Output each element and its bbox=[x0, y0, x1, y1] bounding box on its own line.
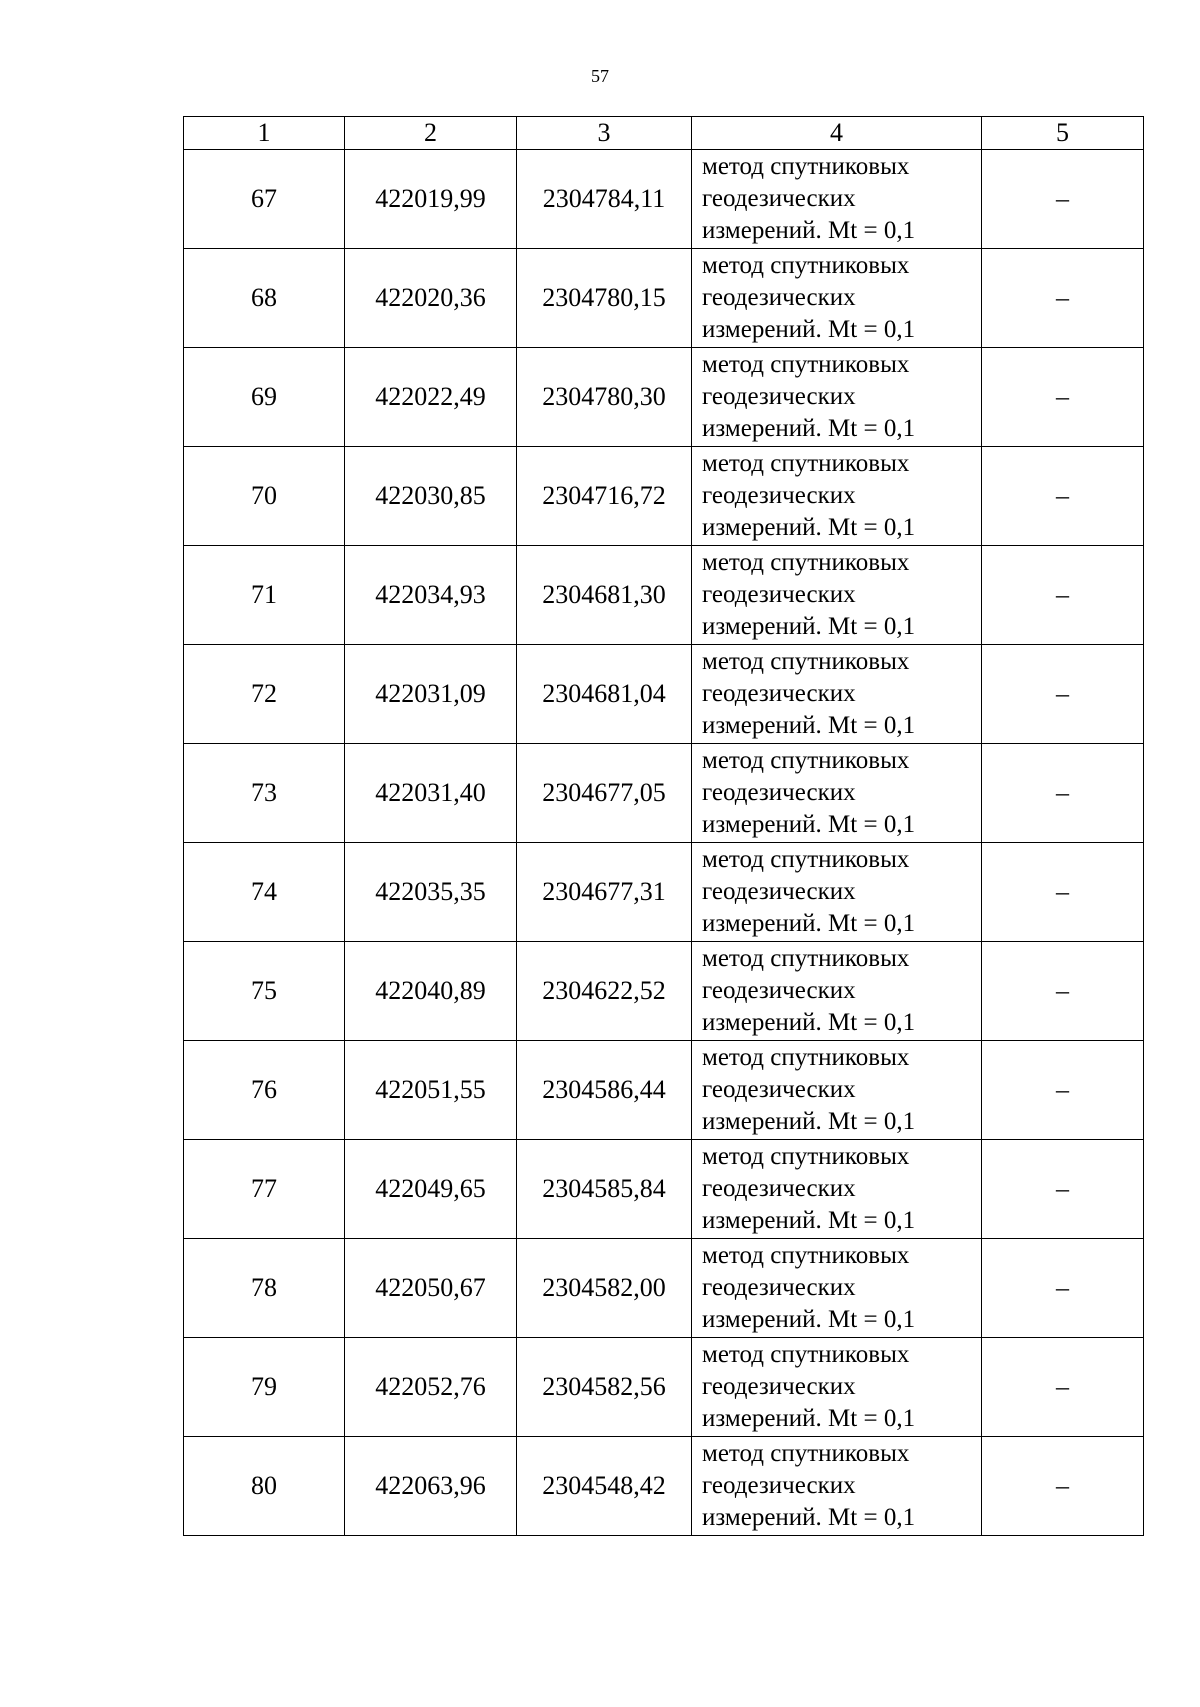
x-coordinate-cell: 422040,89 bbox=[345, 942, 517, 1041]
table-row bbox=[184, 249, 1144, 348]
method-cell bbox=[692, 348, 982, 447]
x-coordinate-cell: 422022,49 bbox=[345, 348, 517, 447]
y-coordinate-cell: 2304681,30 bbox=[517, 546, 692, 645]
y-coordinate-cell: 2304780,15 bbox=[517, 249, 692, 348]
point-number-cell: 73 bbox=[184, 744, 345, 843]
method-text-line: измерений. Mt = 0,1 bbox=[702, 1108, 916, 1135]
note-cell: – bbox=[982, 1338, 1144, 1437]
table-row bbox=[184, 1239, 1144, 1338]
x-coordinate-cell: 422049,65 bbox=[345, 1140, 517, 1239]
method-text-line: геодезических bbox=[702, 1472, 856, 1499]
method-text-line: метод спутниковых bbox=[702, 846, 910, 873]
table-row bbox=[184, 744, 1144, 843]
table-row bbox=[184, 1338, 1144, 1437]
point-number-cell: 67 bbox=[184, 150, 345, 249]
x-coordinate-cell: 422031,09 bbox=[345, 645, 517, 744]
method-text-line: геодезических bbox=[702, 482, 856, 509]
column-header-4: 4 bbox=[692, 117, 982, 150]
method-text-line: геодезических bbox=[702, 1373, 856, 1400]
note-cell: – bbox=[982, 744, 1144, 843]
point-number-cell: 80 bbox=[184, 1437, 345, 1536]
method-text-line: измерений. Mt = 0,1 bbox=[702, 1504, 916, 1531]
method-cell bbox=[692, 645, 982, 744]
x-coordinate-cell: 422031,40 bbox=[345, 744, 517, 843]
method-text-line: геодезических bbox=[702, 1274, 856, 1301]
method-text-line: метод спутниковых bbox=[702, 648, 910, 675]
method-text-line: измерений. Mt = 0,1 bbox=[702, 514, 916, 541]
note-cell: – bbox=[982, 942, 1144, 1041]
column-header-1: 1 bbox=[184, 117, 345, 150]
table-header-row bbox=[184, 117, 1144, 150]
y-coordinate-cell: 2304677,05 bbox=[517, 744, 692, 843]
note-cell: – bbox=[982, 249, 1144, 348]
method-text-line: метод спутниковых bbox=[702, 945, 910, 972]
x-coordinate-cell: 422050,67 bbox=[345, 1239, 517, 1338]
note-cell: – bbox=[982, 843, 1144, 942]
method-text-line: геодезических bbox=[702, 185, 856, 212]
method-text-line: метод спутниковых bbox=[702, 351, 910, 378]
method-text-line: метод спутниковых bbox=[702, 450, 910, 477]
method-text-line: геодезических bbox=[702, 878, 856, 905]
point-number-cell: 78 bbox=[184, 1239, 345, 1338]
method-text-line: измерений. Mt = 0,1 bbox=[702, 1009, 916, 1036]
note-cell: – bbox=[982, 150, 1144, 249]
method-text-line: измерений. Mt = 0,1 bbox=[702, 1207, 916, 1234]
y-coordinate-cell: 2304582,56 bbox=[517, 1338, 692, 1437]
y-coordinate-cell: 2304622,52 bbox=[517, 942, 692, 1041]
point-number-cell: 76 bbox=[184, 1041, 345, 1140]
method-text-line: измерений. Mt = 0,1 bbox=[702, 217, 916, 244]
method-text-line: геодезических bbox=[702, 383, 856, 410]
y-coordinate-cell: 2304585,84 bbox=[517, 1140, 692, 1239]
method-text-line: метод спутниковых bbox=[702, 1341, 910, 1368]
method-cell bbox=[692, 249, 982, 348]
y-coordinate-cell: 2304677,31 bbox=[517, 843, 692, 942]
table-row bbox=[184, 942, 1144, 1041]
method-text-line: геодезических bbox=[702, 1076, 856, 1103]
table-row bbox=[184, 1437, 1144, 1536]
method-text-line: измерений. Mt = 0,1 bbox=[702, 712, 916, 739]
method-cell bbox=[692, 1041, 982, 1140]
method-text-line: метод спутниковых bbox=[702, 252, 910, 279]
x-coordinate-cell: 422019,99 bbox=[345, 150, 517, 249]
method-text-line: метод спутниковых bbox=[702, 549, 910, 576]
method-text-line: измерений. Mt = 0,1 bbox=[702, 613, 916, 640]
y-coordinate-cell: 2304780,30 bbox=[517, 348, 692, 447]
note-cell: – bbox=[982, 546, 1144, 645]
method-cell bbox=[692, 447, 982, 546]
note-cell: – bbox=[982, 1437, 1144, 1536]
method-text-line: измерений. Mt = 0,1 bbox=[702, 316, 916, 343]
method-cell bbox=[692, 1239, 982, 1338]
point-number-cell: 72 bbox=[184, 645, 345, 744]
point-number-cell: 79 bbox=[184, 1338, 345, 1437]
table-row bbox=[184, 447, 1144, 546]
point-number-cell: 71 bbox=[184, 546, 345, 645]
method-cell bbox=[692, 744, 982, 843]
note-cell: – bbox=[982, 645, 1144, 744]
note-cell: – bbox=[982, 447, 1144, 546]
method-cell bbox=[692, 1338, 982, 1437]
table-row bbox=[184, 843, 1144, 942]
method-text-line: геодезических bbox=[702, 977, 856, 1004]
method-text-line: геодезических bbox=[702, 779, 856, 806]
method-text-line: метод спутниковых bbox=[702, 153, 910, 180]
x-coordinate-cell: 422034,93 bbox=[345, 546, 517, 645]
table-body bbox=[184, 150, 1144, 1536]
point-number-cell: 77 bbox=[184, 1140, 345, 1239]
x-coordinate-cell: 422051,55 bbox=[345, 1041, 517, 1140]
y-coordinate-cell: 2304681,04 bbox=[517, 645, 692, 744]
point-number-cell: 74 bbox=[184, 843, 345, 942]
x-coordinate-cell: 422063,96 bbox=[345, 1437, 517, 1536]
method-text-line: метод спутниковых bbox=[702, 1044, 910, 1071]
point-number-cell: 69 bbox=[184, 348, 345, 447]
point-number-cell: 70 bbox=[184, 447, 345, 546]
coordinates-table bbox=[183, 116, 1144, 1536]
x-coordinate-cell: 422052,76 bbox=[345, 1338, 517, 1437]
column-header-2: 2 bbox=[345, 117, 517, 150]
method-text-line: геодезических bbox=[702, 284, 856, 311]
table-row bbox=[184, 348, 1144, 447]
note-cell: – bbox=[982, 1239, 1144, 1338]
method-text-line: измерений. Mt = 0,1 bbox=[702, 910, 916, 937]
method-text-line: измерений. Mt = 0,1 bbox=[702, 1306, 916, 1333]
y-coordinate-cell: 2304586,44 bbox=[517, 1041, 692, 1140]
y-coordinate-cell: 2304784,11 bbox=[517, 150, 692, 249]
method-cell bbox=[692, 843, 982, 942]
y-coordinate-cell: 2304548,42 bbox=[517, 1437, 692, 1536]
method-cell bbox=[692, 1437, 982, 1536]
note-cell: – bbox=[982, 1041, 1144, 1140]
method-text-line: геодезических bbox=[702, 1175, 856, 1202]
method-cell bbox=[692, 1140, 982, 1239]
point-number-cell: 75 bbox=[184, 942, 345, 1041]
method-text-line: геодезических bbox=[702, 581, 856, 608]
note-cell: – bbox=[982, 1140, 1144, 1239]
y-coordinate-cell: 2304716,72 bbox=[517, 447, 692, 546]
method-text-line: измерений. Mt = 0,1 bbox=[702, 811, 916, 838]
point-number-cell: 68 bbox=[184, 249, 345, 348]
column-header-5: 5 bbox=[982, 117, 1144, 150]
x-coordinate-cell: 422020,36 bbox=[345, 249, 517, 348]
note-cell: – bbox=[982, 348, 1144, 447]
method-text-line: метод спутниковых bbox=[702, 1242, 910, 1269]
table-row bbox=[184, 1041, 1144, 1140]
x-coordinate-cell: 422030,85 bbox=[345, 447, 517, 546]
method-text-line: метод спутниковых bbox=[702, 1440, 910, 1467]
method-text-line: метод спутниковых bbox=[702, 1143, 910, 1170]
method-cell bbox=[692, 546, 982, 645]
column-header-3: 3 bbox=[517, 117, 692, 150]
table-row bbox=[184, 150, 1144, 249]
y-coordinate-cell: 2304582,00 bbox=[517, 1239, 692, 1338]
table-row bbox=[184, 645, 1144, 744]
x-coordinate-cell: 422035,35 bbox=[345, 843, 517, 942]
method-text-line: метод спутниковых bbox=[702, 747, 910, 774]
table-row bbox=[184, 546, 1144, 645]
table-row bbox=[184, 1140, 1144, 1239]
method-text-line: измерений. Mt = 0,1 bbox=[702, 1405, 916, 1432]
method-cell bbox=[692, 150, 982, 249]
method-text-line: измерений. Mt = 0,1 bbox=[702, 415, 916, 442]
method-cell bbox=[692, 942, 982, 1041]
method-text-line: геодезических bbox=[702, 680, 856, 707]
page-number: 57 bbox=[591, 66, 609, 86]
